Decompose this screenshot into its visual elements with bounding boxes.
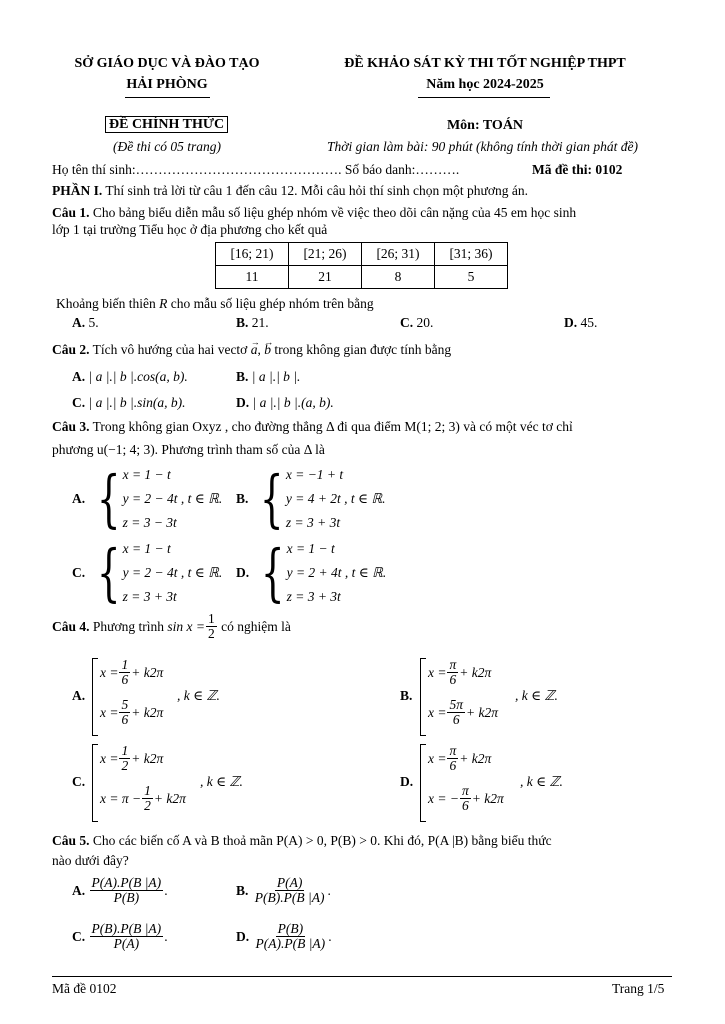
q2-option-a[interactable]: A. | a |.| b |.cos(a, b).: [72, 369, 188, 384]
q4-option-c[interactable]: C. x = $\frac{1}{2}$ + k2π x = π − $\frac{1}{2}$ + k2π , k ∈ ℤ.: [72, 744, 392, 824]
footer-exam-code: Mã đề 0102: [52, 981, 117, 996]
q1-option-a[interactable]: A. 5.: [72, 315, 99, 330]
q3-option-c[interactable]: C. { x = 1 − t y = 2 − 4t , t ∈ ℝ. z = 3 + 3t: [72, 536, 223, 609]
q1-text-1: Câu 1. Cho bảng biểu diễn mẫu số liệu ghép nhóm về việc theo dõi cân nặng của 45 em học sinh: [52, 205, 577, 220]
table-cell: 11: [216, 266, 289, 289]
q1-data-table: [215, 242, 508, 289]
q5-option-b[interactable]: B. $\frac{P(A)}{P(B).P(B |A)}$ .: [236, 875, 331, 906]
table-cell: 8: [362, 266, 435, 289]
department-name: SỞ GIÁO DỤC VÀ ĐÀO TẠO: [74, 56, 260, 71]
table-cell: 21: [289, 266, 362, 289]
q2-option-c[interactable]: C. | a |.| b |.sin(a, b).: [72, 395, 186, 410]
part1-line: PHẦN I. Thí sinh trả lời từ câu 1 đến câu 12. Mỗi câu hỏi thí sinh chọn một phương án.: [52, 183, 528, 198]
table-cell: [21; 26): [289, 243, 362, 266]
official-stamp: ĐỀ CHÍNH THỨC: [105, 116, 228, 134]
q3-option-b[interactable]: B. { x = −1 + t y = 4 + 2t , t ∈ ℝ. z = 3 + 3t: [236, 462, 386, 535]
q5-text-2: nào dưới đây?: [52, 853, 129, 868]
q4-option-a[interactable]: A. x = $\frac{1}{6}$ + k2π x = $\frac{5}{6}$ + k2π , k ∈ ℤ.: [72, 658, 392, 738]
school-year: Năm học 2024-2025: [426, 77, 544, 92]
candidate-info-line: Họ tên thí sinh:………………………………………. Số báo danh:……….: [52, 162, 460, 177]
q4-option-b[interactable]: B. x = $\frac{\pi}{6}$ + k2π x = $\frac{5\pi}{6}$ + k2π , k ∈ ℤ.: [400, 658, 670, 738]
table-header-row: [216, 243, 508, 266]
q5-option-c[interactable]: C. $\frac{P(B).P(B |A)}{P(A)}$ .: [72, 921, 168, 952]
table-row: [216, 266, 508, 289]
q2-text: Câu 2. Tích vô hướng của hai vectơ → a, → b trong không gian được tính bằng: [52, 341, 451, 359]
department-city: HẢI PHÒNG: [126, 77, 208, 92]
q4-text: Câu 4. Phương trình sin x = $\frac{1}{2}$ có nghiệm là: [52, 611, 291, 642]
footer-page-number: Trang 1/5: [612, 981, 665, 996]
q2-option-b[interactable]: B. | a |.| b |.: [236, 369, 301, 384]
q3-text-1: Câu 3. Trong không gian Oxyz , cho đường thẳng Δ đi qua điểm M(1; 2; 3) và có một véc tơ chỉ: [52, 419, 573, 434]
q4-option-d[interactable]: D. x = $\frac{\pi}{6}$ + k2π x = − $\frac{\pi}{6}$ + k2π , k ∈ ℤ.: [400, 744, 670, 824]
q5-text-1: Câu 5. Cho các biến cố A và B thoả mãn P(A) > 0, P(B) > 0. Khi đó, P(A |B) bằng biểu thức: [52, 833, 552, 848]
q5-option-a[interactable]: A. $\frac{P(A).P(B |A)}{P(B)}$ .: [72, 875, 168, 906]
q1-option-b[interactable]: B. 21.: [236, 315, 269, 330]
q2-option-d[interactable]: D. | a |.| b |.(a, b).: [236, 395, 334, 410]
exam-title: ĐỀ KHẢO SÁT KỲ THI TỐT NGHIỆP THPT: [344, 56, 626, 71]
table-cell: [16; 21): [216, 243, 289, 266]
q3-option-d[interactable]: D. { x = 1 − t y = 2 + 4t , t ∈ ℝ. z = 3 + 3t: [236, 536, 387, 609]
q1-option-c[interactable]: C. 20.: [400, 315, 434, 330]
exam-code: Mã đề thi: 0102: [532, 162, 623, 177]
header-underline-left: [125, 97, 210, 98]
q1-text-3: Khoảng biến thiên R cho mẫu số liệu ghép nhóm trên bằng: [56, 296, 374, 311]
table-cell: 5: [435, 266, 508, 289]
pages-note: (Đề thi có 05 trang): [113, 139, 221, 154]
q1-text-2: lớp 1 tại trường Tiểu học ở địa phương cho kết quả: [52, 222, 328, 237]
table-cell: [26; 31): [362, 243, 435, 266]
time-note: Thời gian làm bài: 90 phút (không tính thời gian phát đề): [326, 139, 639, 154]
q5-option-d[interactable]: D. $\frac{P(B)}{P(A).P(B |A)}$ .: [236, 921, 332, 952]
q1-option-d[interactable]: D. 45.: [564, 315, 598, 330]
q3-text-2: phương u(−1; 4; 3). Phương trình tham số của Δ là: [52, 442, 325, 457]
footer-divider: [52, 976, 672, 977]
q3-option-a[interactable]: A. { x = 1 − t y = 2 − 4t , t ∈ ℝ. z = 3 − 3t: [72, 462, 223, 535]
header-underline-right: [418, 97, 550, 98]
subject: Môn: TOÁN: [446, 118, 524, 133]
table-cell: [31; 36): [435, 243, 508, 266]
